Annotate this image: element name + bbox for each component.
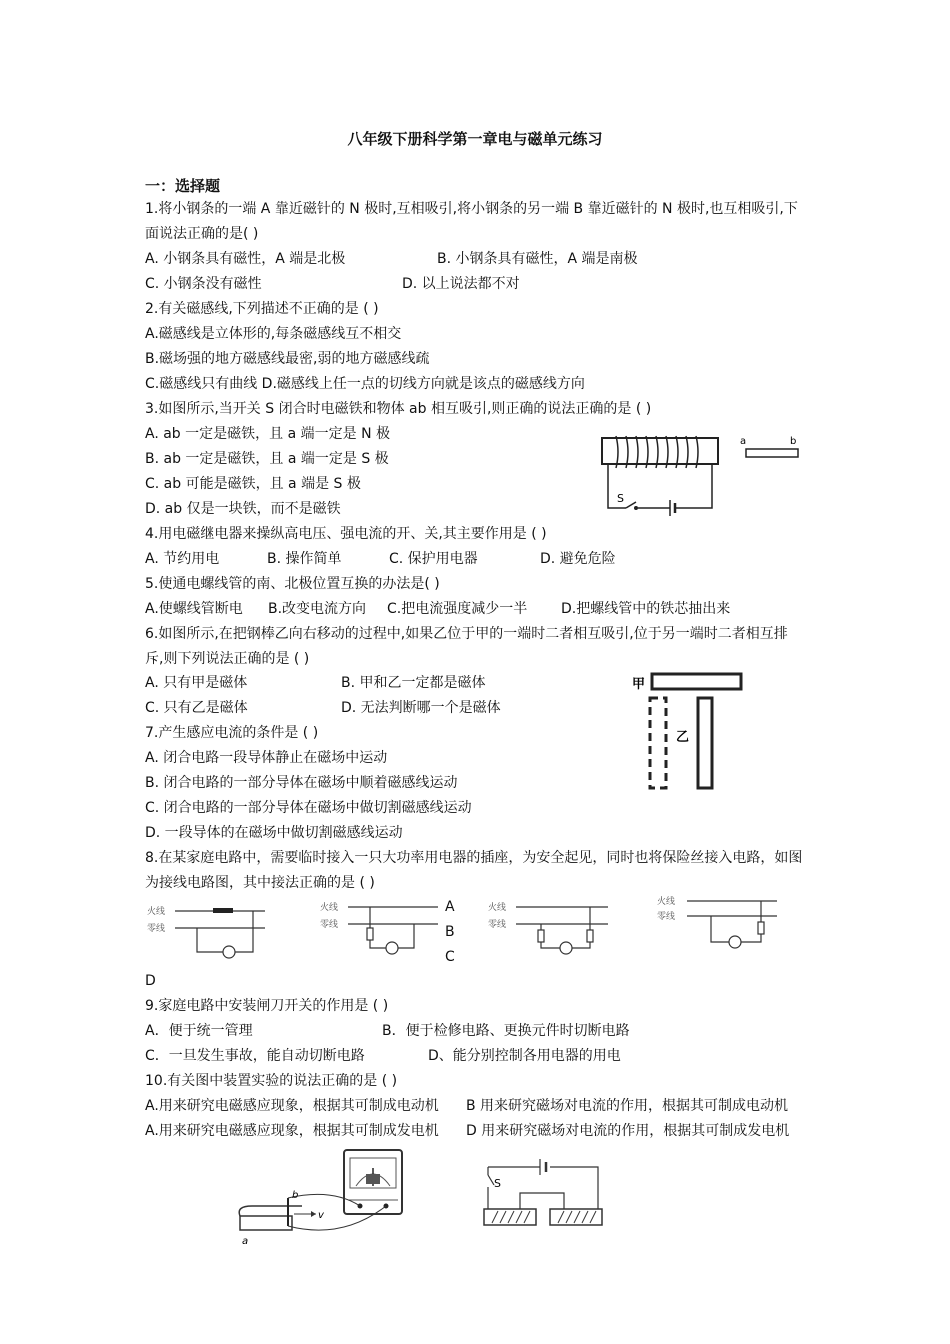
q8d-live-label: 火线 [657, 897, 676, 907]
q5-option-d: D.把螺线管中的铁芯抽出来 [561, 601, 731, 617]
q8-stem-line2: 为接线电路图，其中接法正确的是 ( ) [145, 875, 375, 891]
q4-option-b: B. 操作简单 [267, 551, 342, 567]
q6-option-d: D. 无法判断哪一个是磁体 [341, 700, 501, 716]
q8-label-a: A [445, 899, 455, 915]
q10-magnet-lower [240, 1216, 292, 1230]
q3-solenoid-core [602, 438, 718, 464]
q7-option-d: D. 一段导体的在磁场中做切割磁感线运动 [145, 825, 403, 841]
q1-option-b: B. 小钢条具有磁性，A 端是南极 [437, 251, 638, 267]
q8c-fuse-right [587, 930, 593, 942]
q8a-branch [197, 911, 253, 952]
q6-bar-jia [652, 674, 741, 689]
q8-circuit-d [655, 894, 780, 964]
q8-stem-line1: 8.在某家庭电路中，需要临时接入一只大功率用电器的插座，为安全起见，同时也将保险丝接入电路，如图 [145, 850, 803, 866]
q8a-socket [223, 946, 235, 958]
q6-bar-yi [698, 698, 712, 788]
q5-option-c: C.把电流强度减少一半 [387, 601, 528, 617]
q3-option-c: C. ab 可能是磁铁，且 a 端是 S 极 [145, 476, 361, 492]
q2-option-cd: C.磁感线只有曲线 D.磁感线上任一点的切线方向就是该点的磁感线方向 [145, 376, 585, 392]
q8-circuit-c [486, 898, 611, 968]
q3-option-b: B. ab 一定是磁铁，且 a 端一定是 S 极 [145, 451, 389, 467]
q10-motor-figure [480, 1153, 610, 1233]
q6-stem-line1: 6.如图所示,在把钢棒乙向右移动的过程中,如果乙位于甲的一端时二者相互吸引,位于另一端时二者相互排 [145, 626, 788, 642]
q3-label-a: a [740, 436, 747, 447]
q9-option-d: D、能分别控制各用电器的用电 [428, 1048, 621, 1064]
q7-option-c: C. 闭合电路的一部分导体在磁场中做切割磁感线运动 [145, 800, 472, 816]
q5-stem: 5.使通电螺线管的南、北极位置互换的办法是( ) [145, 576, 440, 592]
q9-option-b: B．便于检修电路、更换元件时切断电路 [382, 1023, 630, 1039]
q1-option-a: A. 小钢条具有磁性，A 端是北极 [145, 251, 346, 267]
q5-option-b: B.改变电流方向 [268, 601, 367, 617]
q2-option-b: B.磁场强的地方磁感线最密,弱的地方磁感线疏 [145, 351, 430, 367]
q7-option-b: B. 闭合电路的一部分导体在磁场中顺着磁感线运动 [145, 775, 458, 791]
q2-stem: 2.有关磁感线,下列描述不正确的是 ( ) [145, 301, 379, 317]
q8c-fuse-left [538, 930, 544, 942]
q3-switch-label: S [617, 492, 624, 505]
q3-option-a: A. ab 一定是磁铁，且 a 端一定是 N 极 [145, 426, 390, 442]
q10-option-a1: A.用来研究电磁感应现象，根据其可制成电动机 [145, 1098, 439, 1114]
q6-label-yi: 乙 [676, 730, 690, 745]
q8d-fuse [758, 922, 764, 934]
q7-stem: 7.产生感应电流的条件是 ( ) [145, 725, 319, 741]
q1-option-c: C. 小钢条没有磁性 [145, 276, 262, 292]
section-heading: 一：选择题 [145, 177, 221, 195]
q10-magnet-upper [239, 1206, 302, 1216]
q4-stem: 4.用电磁继电器来操纵高电压、强电流的开、关,其主要作用是 ( ) [145, 526, 547, 542]
q3-object-ab [746, 449, 798, 457]
q3-switch-contact [634, 506, 638, 510]
q10-wire-top [288, 1194, 360, 1206]
q2-option-a: A.磁感线是立体形的,每条磁感线互不相交 [145, 326, 402, 342]
q9-stem: 9.家庭电路中安装闸刀开关的作用是 ( ) [145, 998, 389, 1014]
q8c-socket [560, 942, 572, 954]
q1-stem-line1: 1.将小钢条的一端 A 靠近磁针的 N 极时,互相吸引,将小钢条的另一端 B 靠近磁针的 N 极时,也互相吸引,下 [145, 201, 798, 217]
q10-induction-figure [232, 1148, 412, 1248]
q8-circuit-b [318, 898, 443, 968]
q8b-fuse [367, 928, 373, 940]
q6-bar-yi-start [650, 698, 666, 788]
q8d-neutral-label: 零线 [657, 912, 676, 922]
q6-option-c: C. 只有乙是磁体 [145, 700, 248, 716]
q8a-live-label: 火线 [147, 907, 166, 917]
q4-option-d: D. 避免危险 [540, 551, 616, 567]
q7-option-a: A. 闭合电路一段导体静止在磁场中运动 [145, 750, 388, 766]
q8a-neutral-label: 零线 [147, 924, 166, 934]
q10-label-v: v [318, 1210, 324, 1221]
q9-option-a: A．便于统一管理 [145, 1023, 253, 1039]
q8d-socket [729, 936, 741, 948]
q10-label-b: b [292, 1190, 299, 1201]
q1-option-d: D. 以上说法都不对 [402, 276, 520, 292]
q9-option-c: C．一旦发生事故，能自动切断电路 [145, 1048, 365, 1064]
q6-bars-figure [630, 668, 750, 798]
q10-option-a2: A.用来研究电磁感应现象，根据其可制成发电机 [145, 1123, 439, 1139]
q10-velocity-arrowhead [311, 1211, 316, 1217]
q8-label-c: C [445, 949, 455, 965]
q8c-live-label: 火线 [488, 903, 507, 913]
q10-option-d: D 用来研究磁场对电流的作用，根据其可制成发电机 [466, 1123, 790, 1139]
q6-option-a: A. 只有甲是磁体 [145, 675, 248, 691]
q10-stem: 10.有关图中装置实验的说法正确的是 ( ) [145, 1073, 398, 1089]
q3-stem: 3.如图所示,当开关 S 闭合时电磁铁和物体 ab 相互吸引,则正确的说法正确的是 ( ) [145, 401, 652, 417]
q1-stem-line2: 面说法正确的是( ) [145, 226, 259, 242]
q10b-wire-top [488, 1167, 598, 1209]
q8b-live-label: 火线 [320, 903, 339, 913]
q10-label-a: a [242, 1236, 249, 1247]
q10-galvanometer-core [366, 1174, 380, 1184]
q8a-fuse [213, 908, 233, 913]
q3-label-b: b [790, 436, 797, 447]
page-title: 八年级下册科学第一章电与磁单元练习 [347, 130, 603, 148]
q10b-wire-mid [520, 1193, 564, 1209]
q8-circuit-a [145, 898, 270, 968]
q4-option-c: C. 保护用电器 [389, 551, 478, 567]
q10-wire-bottom [288, 1206, 386, 1230]
q10b-coil-windings [492, 1211, 596, 1223]
q6-label-jia: 甲 [632, 677, 646, 692]
q3-wire-right [675, 464, 712, 508]
q5-option-a: A.使螺线管断电 [145, 601, 243, 617]
q8c-neutral-label: 零线 [488, 920, 507, 930]
q10b-switch-label: S [494, 1177, 501, 1190]
q8b-neutral-label: 零线 [320, 920, 339, 930]
q10-option-b: B 用来研究磁场对电流的作用，根据其可制成电动机 [466, 1098, 789, 1114]
q8-label-d: D [145, 973, 156, 989]
q8-label-b: B [445, 924, 455, 940]
q4-option-a: A. 节约用电 [145, 551, 220, 567]
q3-electromagnet-figure [598, 432, 818, 522]
q8b-socket [386, 942, 398, 954]
q6-stem-line2: 斥,则下列说法正确的是 ( ) [145, 651, 310, 667]
q6-option-b: B. 甲和乙一定都是磁体 [341, 675, 486, 691]
q3-option-d: D. ab 仅是一块铁，而不是磁铁 [145, 501, 341, 517]
